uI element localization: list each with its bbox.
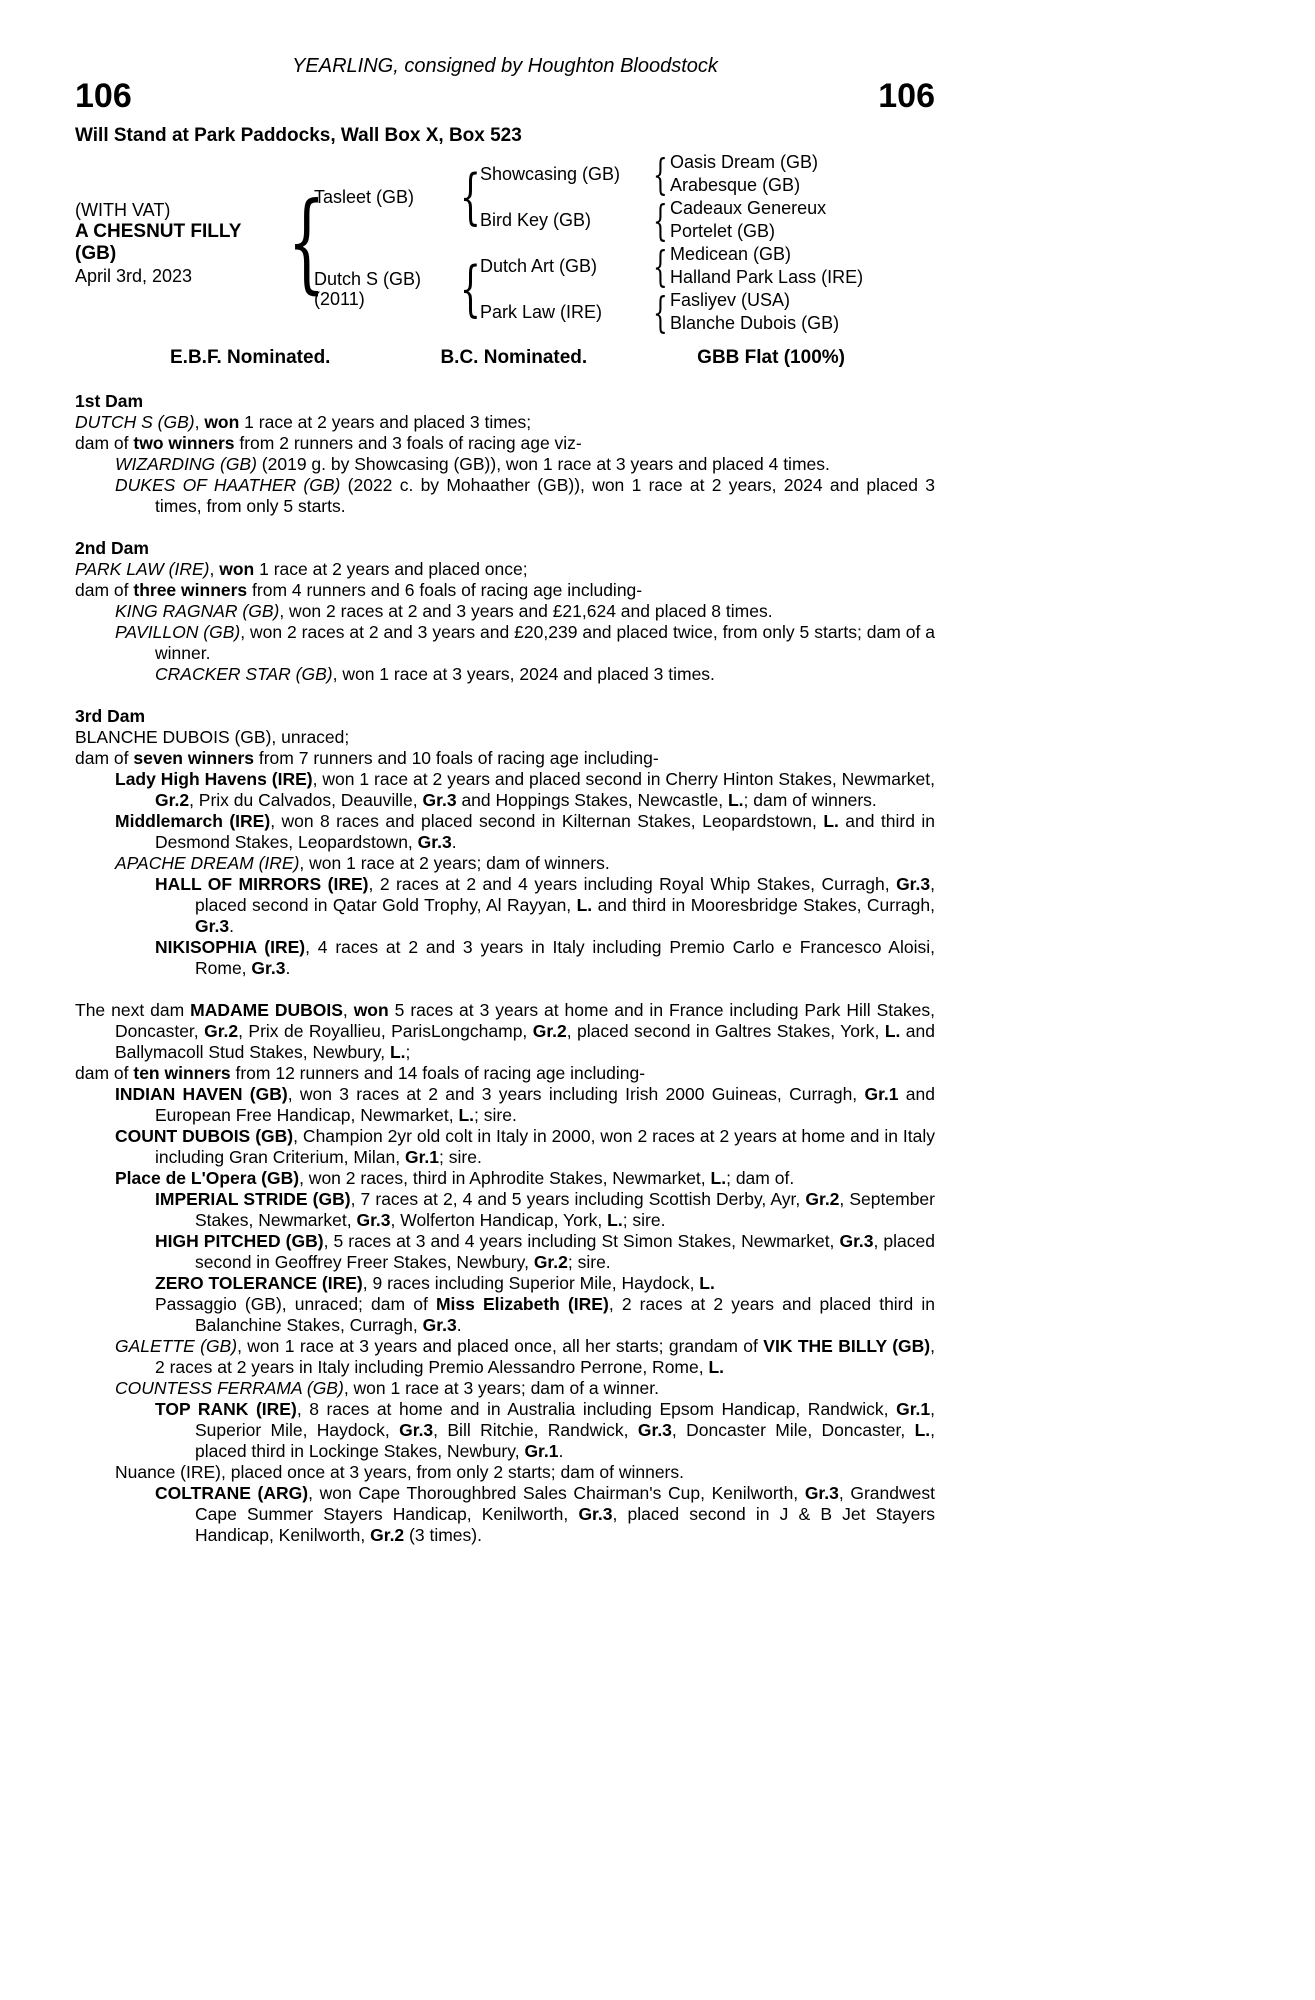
dam-sire-name: Dutch Art (GB): [480, 255, 598, 276]
ggp-name: Medicean (GB): [670, 244, 792, 265]
catalog-paragraph: DUTCH S (GB), won 1 race at 2 years and placed 3 times;: [75, 412, 532, 433]
brace-sire-sire: {: [652, 149, 668, 199]
dam-name: [314, 269, 454, 309]
catalog-paragraph: CRACKER STAR (GB), won 1 race at 3 years, 2024 and placed 3 times.: [155, 664, 715, 685]
gbb-flat: GBB Flat (100%): [697, 347, 845, 369]
catalog-paragraph: INDIAN HAVEN (GB), won 3 races at 2 and 3 years including Irish 2000 Guineas, Curragh, Gr.1 and European Free Handicap, Newmarket, L.; sire.: [115, 1084, 935, 1126]
dam-dam-parents: [670, 289, 839, 335]
catalog-paragraph: TOP RANK (IRE), 8 races at home and in Australia including Epsom Handicap, Randwick, Gr.1, Superior Mile, Haydock, Gr.3, Bill Ritchie, Randwick, Gr.3, Doncaster Mile, Doncaster, L., placed third in Lockinge Stakes, Newbury, Gr.1.: [155, 1399, 936, 1462]
lot-number-right: 106: [878, 77, 935, 115]
catalog-paragraph: APACHE DREAM (IRE), won 1 race at 2 years; dam of winners.: [115, 853, 610, 874]
dam-grandparents: [480, 243, 863, 335]
brace-sire: {: [459, 161, 481, 232]
sire-block: [314, 151, 863, 243]
catalog-paragraph: Place de L'Opera (GB), won 2 races, third in Aphrodite Stakes, Newmarket, L.; dam of.: [115, 1168, 795, 1189]
dam-dam-name: Park Law (IRE): [480, 301, 603, 322]
sire-name: Tasleet (GB): [314, 187, 415, 208]
section-heading: 3rd Dam: [75, 706, 146, 727]
catalog-paragraph: GALETTE (GB), won 1 race at 3 years and placed once, all her starts; grandam of VIK THE BILLY (GB), 2 races at 2 years in Italy including Premio Alessandro Perrone, Rome, L.: [115, 1336, 935, 1378]
catalog-paragraph: dam of two winners from 2 runners and 3 foals of racing age viz-: [75, 433, 582, 454]
catalog-paragraph: dam of three winners from 4 runners and 6 foals of racing age including-: [75, 580, 643, 601]
sire-dam-block: [480, 197, 826, 243]
horse-name-suffix: (GB): [75, 243, 117, 265]
ggp-name: Fasliyev (USA): [670, 290, 791, 311]
pedigree-chart: [75, 151, 935, 335]
vat-note: (WITH VAT): [75, 200, 171, 221]
sire-grandparents: [480, 151, 826, 243]
sire-dam-parents: [670, 197, 826, 243]
catalog-paragraph: COLTRANE (ARG), won Cape Thoroughbred Sales Chairman's Cup, Kenilworth, Gr.3, Grandwest Cape Summer Stayers Handicap, Kenilworth, Gr.3, placed second in J & B Jet Stayers Handicap, Kenilworth, Gr.2 (3 times).: [155, 1483, 935, 1546]
horse-name: A CHESNUT FILLY: [75, 221, 242, 243]
catalog-paragraph: DUKES OF HAATHER (GB) (2022 c. by Mohaather (GB)), won 1 race at 2 years, 2024 and placed 3 times, from only 5 starts.: [115, 475, 935, 517]
pedigree-text-section: [75, 1000, 935, 1546]
catalog-paragraph: PARK LAW (IRE), won 1 race at 2 years and placed once;: [75, 559, 528, 580]
catalog-paragraph: Lady High Havens (IRE), won 1 race at 2 years and placed second in Cherry Hinton Stakes, Newmarket, Gr.2, Prix du Calvados, Deauville, Gr.3 and Hoppings Stakes, Newcastle, L.; dam of winners.: [115, 769, 936, 811]
nominations-row: [75, 347, 935, 369]
brace-dam: {: [459, 253, 481, 324]
bc-nominated: B.C. Nominated.: [440, 347, 588, 369]
ggp-name: Portelet (GB): [670, 221, 776, 242]
dam-name-line1: Dutch S (GB): [314, 269, 422, 290]
parents-column: [314, 151, 863, 335]
brace-sire-dam: {: [652, 195, 668, 245]
ebf-nominated: E.B.F. Nominated.: [170, 347, 331, 369]
catalog-page: [75, 0, 935, 1546]
dam-dam-block: [480, 289, 863, 335]
brace-outer: {: [287, 180, 326, 306]
dam-sire-parents: [670, 243, 863, 289]
dam-block: [314, 243, 863, 335]
sire-dam-name: Bird Key (GB): [480, 209, 592, 230]
catalog-paragraph: Passaggio (GB), unraced; dam of Miss Elizabeth (IRE), 2 races at 2 years and placed third in Balanchine Stakes, Curragh, Gr.3.: [155, 1294, 936, 1336]
pedigree-text-section: [75, 538, 935, 685]
sire-sire-name: Showcasing (GB): [480, 163, 621, 184]
catalog-paragraph: COUNT DUBOIS (GB), Champion 2yr old colt in Italy in 2000, won 2 races at 2 years at home and in Italy including Gran Criterium, Milan, Gr.1; sire.: [115, 1126, 935, 1168]
brace-dam-dam: {: [652, 287, 668, 337]
pedigree-text-section: [75, 706, 935, 979]
section-heading: 1st Dam: [75, 391, 144, 412]
ggp-name: Oasis Dream (GB): [670, 152, 819, 173]
foal-date: April 3rd, 2023: [75, 266, 193, 287]
dam-sire-block: [480, 243, 863, 289]
catalog-paragraph: COUNTESS FERRAMA (GB), won 1 race at 3 years; dam of a winner.: [115, 1378, 659, 1399]
catalog-paragraph: Nuance (IRE), placed once at 3 years, from only 2 starts; dam of winners.: [115, 1462, 684, 1483]
catalog-paragraph: ZERO TOLERANCE (IRE), 9 races including Superior Mile, Haydock, L.: [155, 1273, 715, 1294]
lot-number-row: [75, 78, 935, 115]
stand-location-line: Will Stand at Park Paddocks, Wall Box X, Box 523: [75, 125, 522, 147]
ggp-name: Arabesque (GB): [670, 175, 801, 196]
catalog-paragraph: Middlemarch (IRE), won 8 races and placed second in Kilternan Stakes, Leopardstown, L. and third in Desmond Stakes, Leopardstown, Gr.3.: [115, 811, 935, 853]
ggp-name: Cadeaux Genereux: [670, 198, 827, 219]
sire-sire-parents: [670, 151, 818, 197]
ggp-name: Halland Park Lass (IRE): [670, 267, 864, 288]
ggp-name: Blanche Dubois (GB): [670, 313, 840, 334]
catalog-paragraph: KING RAGNAR (GB), won 2 races at 2 and 3 years and £21,624 and placed 8 times.: [115, 601, 773, 622]
catalog-paragraph: PAVILLON (GB), won 2 races at 2 and 3 years and £20,239 and placed twice, from only 5 starts; dam of a winner.: [115, 622, 935, 664]
catalog-paragraph: dam of seven winners from 7 runners and 10 foals of racing age including-: [75, 748, 659, 769]
subject-block: [75, 199, 280, 287]
catalog-body: [75, 391, 935, 1546]
catalog-paragraph: The next dam MADAME DUBOIS, won 5 races at 3 years at home and in France including Park Hill Stakes, Doncaster, Gr.2, Prix de Royallieu, ParisLongchamp, Gr.2, placed second in Galtres Stakes, York, L. and Ballymacoll Stud Stakes, Newbury, L.;: [75, 1000, 935, 1063]
brace-dam-sire: {: [652, 241, 668, 291]
lot-number-left: 106: [75, 77, 132, 115]
dam-name-line2: (2011): [314, 289, 365, 310]
sire-sire-block: [480, 151, 826, 197]
consignor-line: YEARLING, consigned by Houghton Bloodstock: [292, 55, 718, 77]
section-heading: 2nd Dam: [75, 538, 149, 559]
catalog-paragraph: NIKISOPHIA (IRE), 4 races at 2 and 3 years in Italy including Premio Carlo e Francesco Aloisi, Rome, Gr.3.: [155, 937, 935, 979]
catalog-paragraph: HALL OF MIRRORS (IRE), 2 races at 2 and 4 years including Royal Whip Stakes, Curragh, Gr.3, placed second in Qatar Gold Trophy, Al Rayyan, L. and third in Mooresbridge Stakes, Curragh, Gr.3.: [155, 874, 935, 937]
pedigree-text-section: [75, 391, 935, 517]
catalog-paragraph: IMPERIAL STRIDE (GB), 7 races at 2, 4 and 5 years including Scottish Derby, Ayr, Gr.2, September Stakes, Newmarket, Gr.3, Wolferton Handicap, York, L.; sire.: [155, 1189, 935, 1231]
catalog-paragraph: WIZARDING (GB) (2019 g. by Showcasing (GB)), won 1 race at 3 years and placed 4 times.: [115, 454, 830, 475]
catalog-paragraph: BLANCHE DUBOIS (GB), unraced;: [75, 727, 350, 748]
catalog-paragraph: dam of ten winners from 12 runners and 14 foals of racing age including-: [75, 1063, 646, 1084]
catalog-paragraph: HIGH PITCHED (GB), 5 races at 3 and 4 years including St Simon Stakes, Newmarket, Gr.3, placed second in Geoffrey Freer Stakes, Newbury, Gr.2; sire.: [155, 1231, 936, 1273]
